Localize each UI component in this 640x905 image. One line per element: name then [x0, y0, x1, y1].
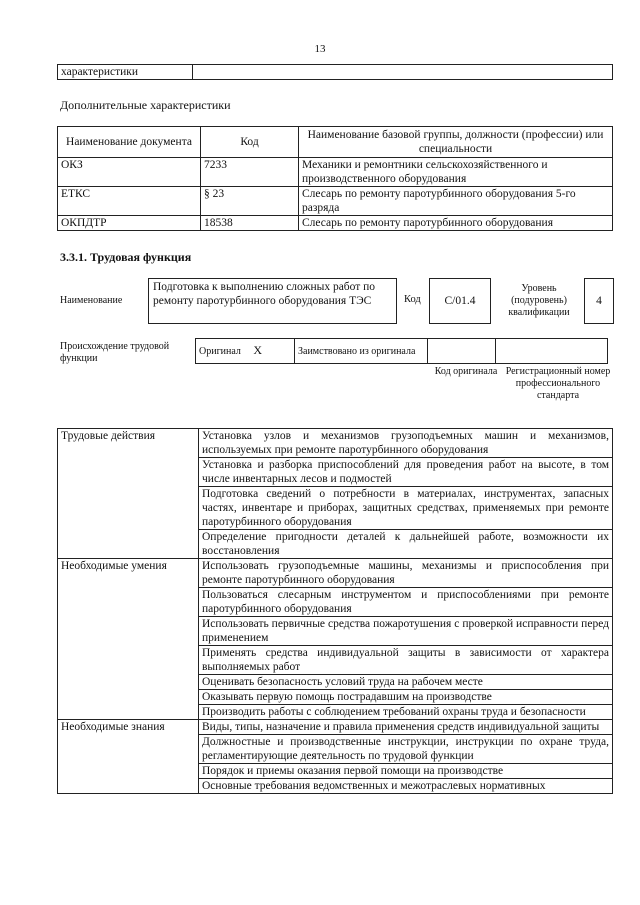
page-number: 13 [314, 43, 326, 55]
origin-table [195, 338, 608, 364]
code-label: Код [404, 294, 421, 305]
reg-num-cell [496, 339, 608, 364]
function-code-box: C/01.4 [429, 278, 491, 324]
header-group: Наименование базовой группы, должности (профессии) или специальности [299, 127, 613, 158]
section-label: Необходимые умения [58, 559, 199, 720]
row-code: 18538 [201, 216, 299, 231]
header-code: Код [201, 127, 299, 158]
function-content-table [57, 428, 613, 794]
list-item: Основные требования ведомственных и межотраслевых нормативных [199, 779, 613, 794]
row-group: Слесарь по ремонту паротурбинного оборудования [299, 216, 613, 231]
section-title: 3.3.1. Трудовая функция [60, 250, 192, 264]
original-cell [196, 339, 295, 364]
list-item: Подготовка сведений о потребности в материалах, инструментах, запасных частях, инвентаре и приборах, защитных средствах, применяемых при ремонте паротурбинного оборудования [199, 487, 613, 530]
top-strip-value [193, 65, 613, 80]
top-strip-table [57, 64, 613, 80]
additional-table [57, 126, 613, 231]
list-item: Оценивать безопасность условий труда на рабочем месте [199, 675, 613, 690]
list-item: Определение пригодности деталей к дальнейшей работе, возможности их восстановления [199, 530, 613, 559]
row-group: Слесарь по ремонту паротурбинного оборудования 5-го разряда [299, 187, 613, 216]
table-row [58, 720, 613, 735]
section-label: Трудовые действия [58, 429, 199, 559]
list-item: Порядок и приемы оказания первой помощи на производстве [199, 764, 613, 779]
level-box: 4 [584, 278, 614, 324]
list-item: Использовать первичные средства пожаротушения с проверкой исправности перед применением [199, 617, 613, 646]
list-item: Должностные и производственные инструкции, инструкции по охране труда, регламентирующие деятельность по трудовой функции [199, 735, 613, 764]
section-label: Необходимые знания [58, 720, 199, 794]
row-doc: ОКЗ [58, 158, 201, 187]
level-label: Уровень (подуровень) квалификации [508, 283, 570, 318]
borrowed-cell: Заимствовано из оригинала [295, 339, 428, 364]
list-item: Пользоваться слесарным инструментом и приспособлениями при ремонте паротурбинного оборудования [199, 588, 613, 617]
table-row [58, 429, 613, 458]
code-orig-caption: Код оригинала [434, 366, 498, 377]
original-label: Оригинал [199, 346, 241, 357]
top-strip-label: характеристики [58, 65, 193, 80]
list-item: Оказывать первую помощь пострадавшим на производстве [199, 690, 613, 705]
function-name-box: Подготовка к выполнению сложных работ по ремонту паротурбинного оборудования ТЭС [148, 278, 397, 324]
list-item: Применять средства индивидуальной защиты в зависимости от характера выполняемых работ [199, 646, 613, 675]
list-item: Установка узлов и механизмов грузоподъемных машин и механизмов, используемых при ремонте паротурбинного оборудования [199, 429, 613, 458]
list-item: Виды, типы, назначение и правила применения средств индивидуальной защиты [199, 720, 613, 735]
table-row [58, 158, 613, 187]
row-group: Механики и ремонтники сельскохозяйственного и производственного оборудования [299, 158, 613, 187]
table-row [58, 216, 613, 231]
table-row [58, 559, 613, 588]
name-label: Наименование [60, 295, 123, 306]
header-doc: Наименование документа [58, 127, 201, 158]
list-item: Использовать грузоподъемные машины, механизмы и приспособления при ремонте паротурбинного оборудования [199, 559, 613, 588]
list-item: Производить работы с соблюдением требований охраны труда и безопасности [199, 705, 613, 720]
origin-label: Происхождение трудовой функции [60, 341, 170, 364]
row-code: § 23 [201, 187, 299, 216]
code-orig-cell [428, 339, 496, 364]
row-doc: ЕТКС [58, 187, 201, 216]
list-item: Установка и разборка приспособлений для проведения работ на высоте, в том числе инвентарных лесов и подмостей [199, 458, 613, 487]
table-row [58, 187, 613, 216]
additional-title: Дополнительные характеристики [60, 98, 231, 112]
row-doc: ОКПДТР [58, 216, 201, 231]
row-code: 7233 [201, 158, 299, 187]
original-mark: X [253, 343, 263, 357]
reg-num-caption: Регистрационный номер профессионального стандарта [505, 366, 611, 401]
